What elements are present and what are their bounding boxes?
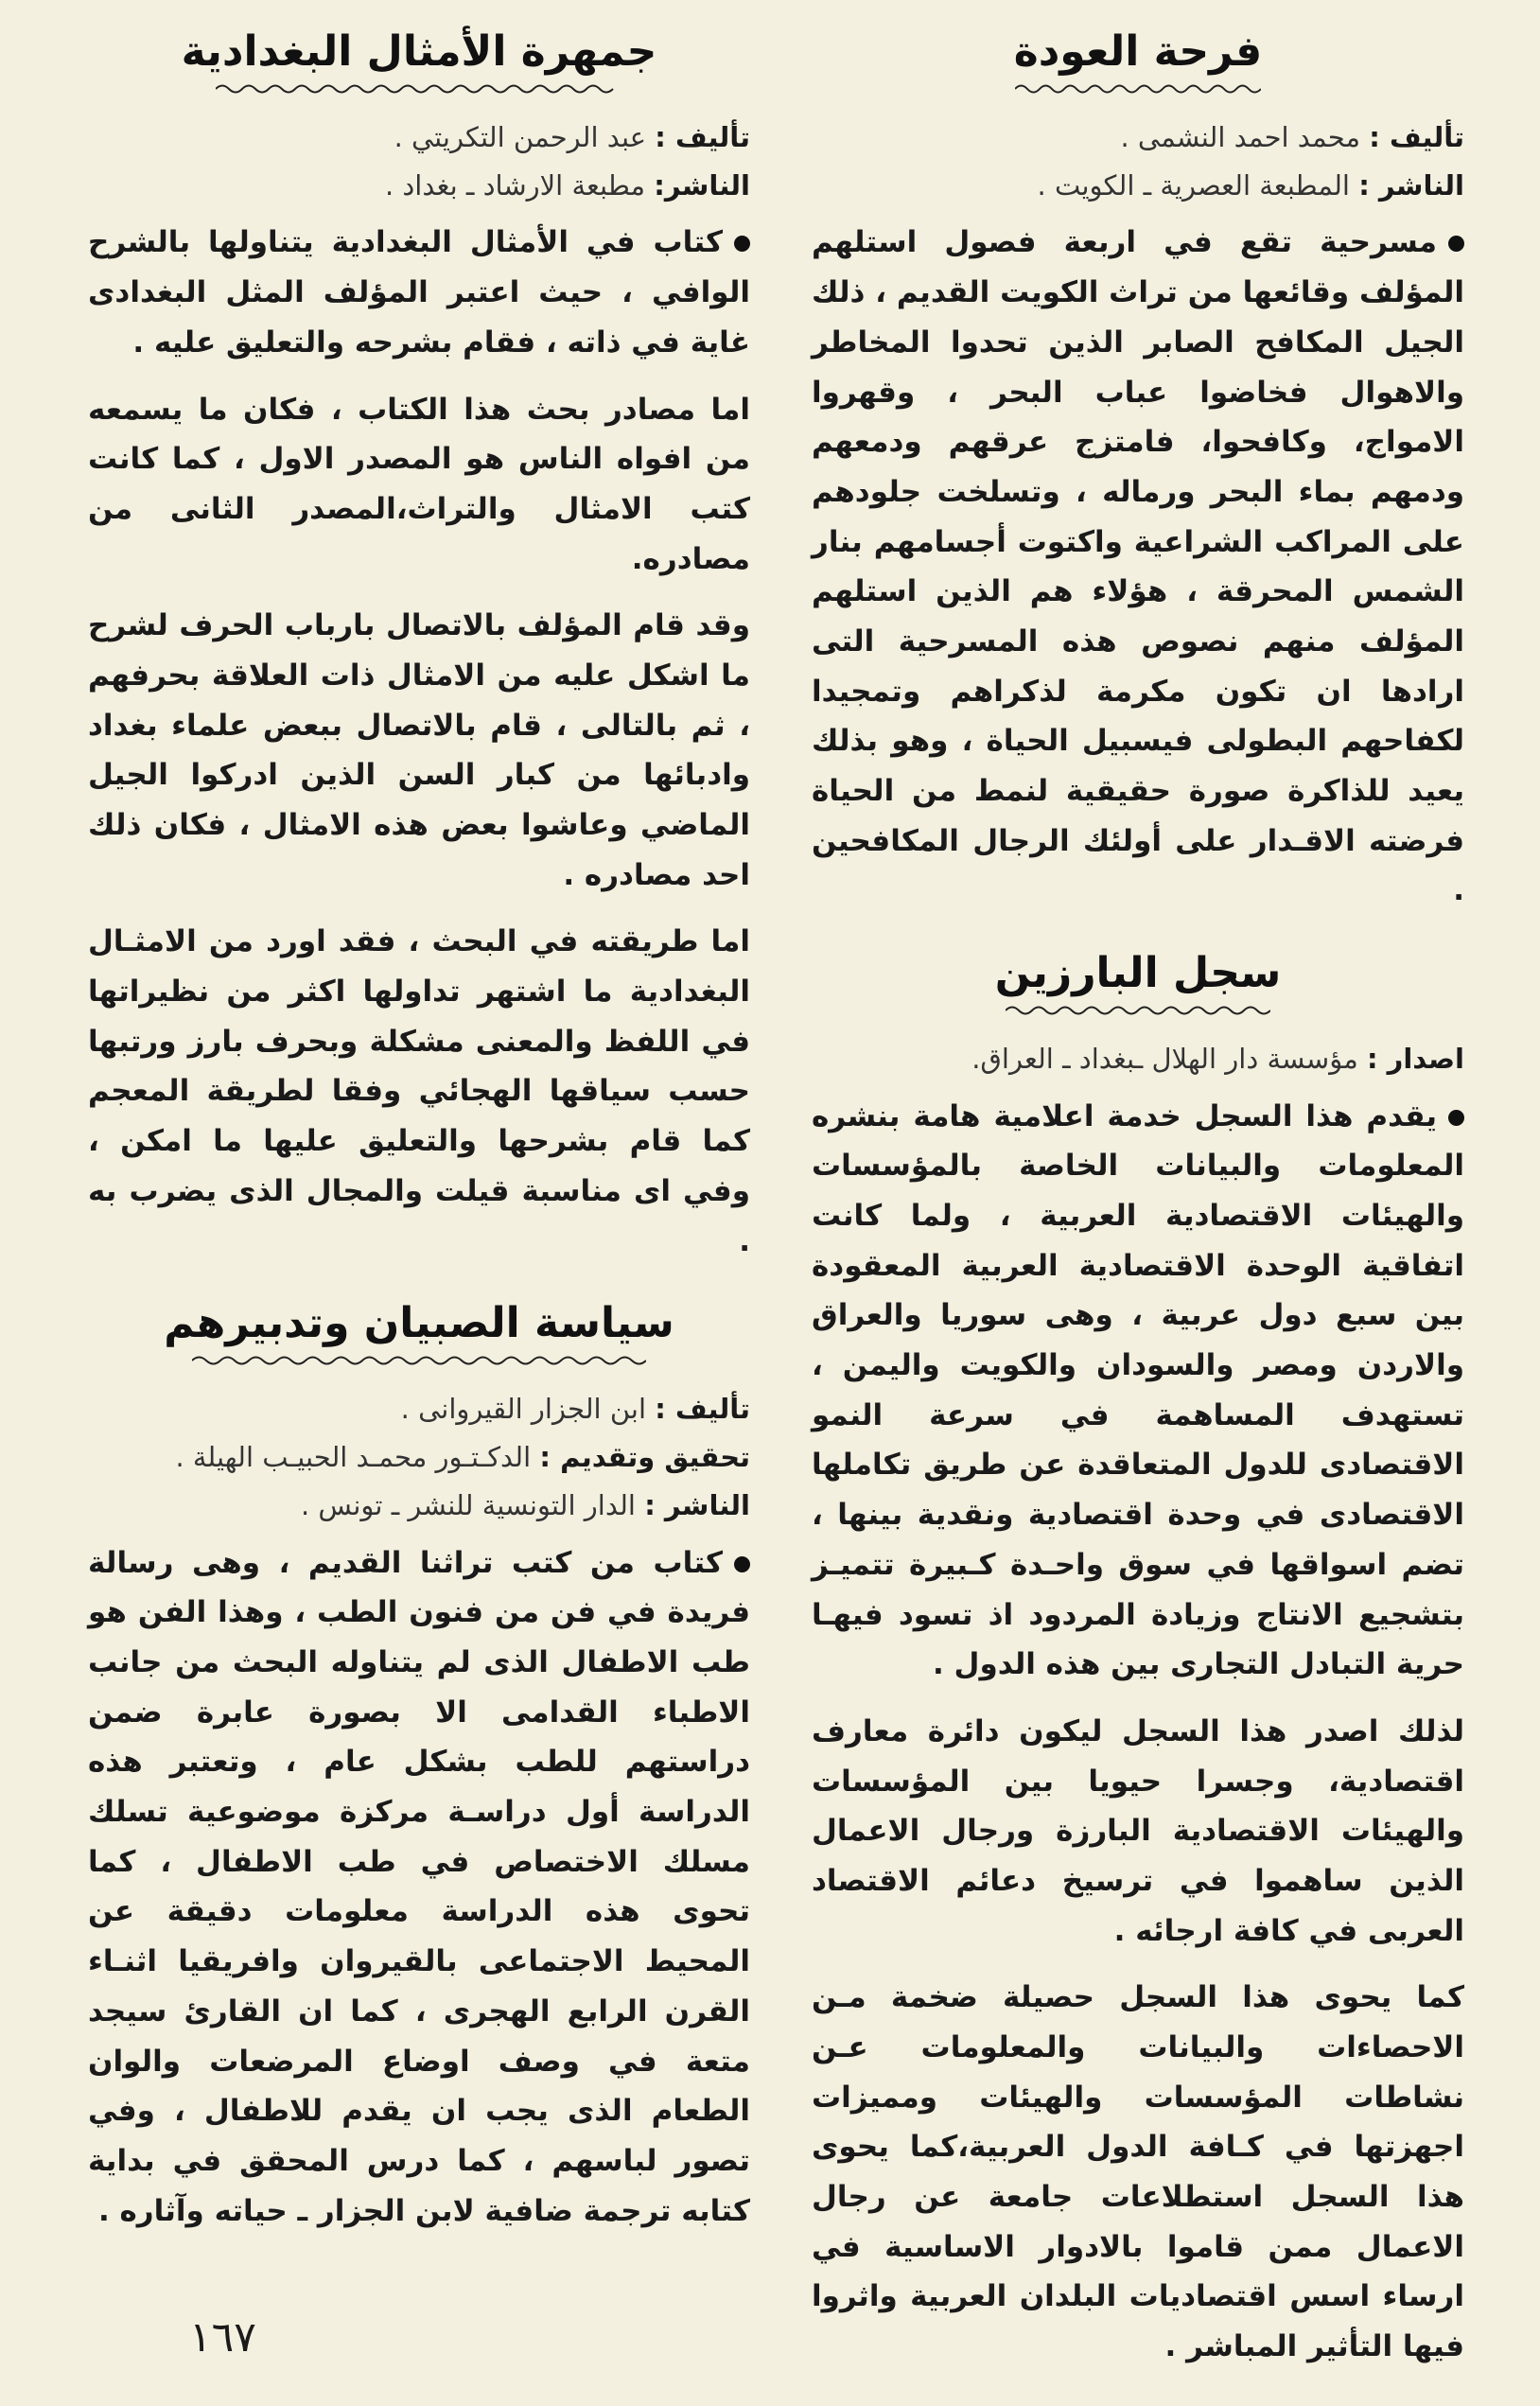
title-underline [192, 1354, 646, 1367]
author-name: محمد احمد النشمى . [1120, 120, 1361, 153]
author-line [88, 1388, 750, 1431]
author-line [812, 116, 1464, 159]
author-label: تأليف : [1369, 120, 1464, 153]
publisher-line [88, 1484, 750, 1527]
article-title: فرحة العودة [1013, 27, 1263, 76]
issuer-line [812, 1038, 1464, 1080]
bullet-icon [1448, 236, 1464, 252]
bullet-icon [734, 1556, 750, 1572]
editor-line [88, 1436, 750, 1479]
article-paragraph [88, 218, 750, 367]
publisher-line [88, 165, 750, 207]
article-paragraph: لذلك اصدر هذا السجل ليكون دائرة معارف اقتصادية، وجسرا حيويا بين المؤسسات والهيئات الاقتصادية البارزة ورجال الاعمال الذين ساهموا في ترسيخ دعائم الاقتصاد العربى في كافة ارجائه . [812, 1713, 1464, 1948]
article-paragraph [812, 1092, 1464, 1690]
issuer-name: مؤسسة دار الهلال ـبغداد ـ العراق. [971, 1042, 1358, 1075]
author-line [88, 116, 750, 159]
right-column [812, 28, 1464, 2406]
editor-name: الدكـتـور محمـد الحبيـب الهيلة . [175, 1440, 532, 1473]
author-label: تأليف : [655, 1392, 750, 1425]
article-paragraph: وقد قام المؤلف بالاتصال بارباب الحرف لشرح ما اشكل عليه من الامثال ذات العلاقة بحرفهم ، ثم بالتالى ، قام بالاتصال ببعض علماء بغداد وادبائها من كبار السن الذين ادركوا الجيل الماضي وعاشوا بعض هذه الامثال ، فكان ذلك احد مصادره . [88, 608, 750, 892]
author-name: عبد الرحمن التكريتي . [394, 120, 647, 153]
article-title: سجل البارزين [994, 949, 1282, 998]
publisher-name: المطبعة العصرية ـ الكويت . [1037, 168, 1350, 202]
page-number: ١٦٧ [189, 2313, 256, 2362]
article-paragraph: كما يحوى هذا السجل حصيلة ضخمة مـن الاحصاءات والبيانات والمعلومات عـن نشاطات المؤسسات والهيئات ومميزات اجهزتها في كـافة الدول العربية،كما يحوى هذا السجل استطلاعات جامعة عن رجال الاعمال ممن قاموا بالادوار الاساسية في ارساء اسس اقتصاديات البلدان العربية واثروا فيها التأثير المباشر . [812, 1980, 1464, 2364]
article-jamharat-al-amthal [88, 28, 750, 1266]
paragraph-text: يقدم هذا السجل خدمة اعلامية هامة بنشره المعلومات والبيانات الخاصة بالمؤسسات والهيئات الاقتصادية العربية ، ولما كانت اتفاقية الوحدة الاقتصادية العربية المعقودة بين سبع دول عربية ، وهى سوريا والعراق والاردن ومصر والسودان والكويت واليمن ، تستهدف المساهمة في سرعة النمو الاقتصادى للدول المتعاقدة عن طريق تكاملها الاقتصادى في وحدة اقتصادية ونقدية بينها ، تضم اسواقها في سوق واحـدة كـبيرة تتميـز بتشجيع الانتاج وزيادة المردود اذ تسود فيهـا حرية التبادل التجارى بين هذه الدول . [812, 1098, 1464, 1682]
bullet-icon [734, 236, 750, 252]
author-label: تأليف : [655, 120, 750, 153]
left-column [88, 28, 750, 2270]
article-paragraph [812, 218, 1464, 916]
article-siyasat-al-sibyan [88, 1300, 750, 2236]
publisher-label: الناشر: [654, 168, 750, 202]
article-paragraph: اما طريقته في البحث ، فقد اورد من الامثـال البغدادية ما اشتهر تداولها اكثر من نظيراتها في اللفظ والمعنى مشكلة وبحرف بارز ورتبها حسب سياقها الهجائي وفقا لطريقة المعجم كما قام بشرحها والتعليق عليها ما امكن ، وفي اى مناسبة قيلت والمجال الذى يضرب به . [88, 924, 750, 1258]
publisher-name: الدار التونسية للنشر ـ تونس . [300, 1488, 636, 1521]
publisher-label: الناشر : [1358, 168, 1464, 202]
bullet-icon [1448, 1110, 1464, 1126]
publisher-name: مطبعة الارشاد ـ بغداد . [384, 168, 646, 202]
article-sijil-al-barizin [812, 950, 1464, 2372]
title-underline [1006, 1004, 1270, 1017]
publisher-label: الناشر : [644, 1488, 750, 1521]
article-paragraph [88, 1538, 750, 2237]
paragraph-text: كتاب من كتب تراثنا القديم ، وهى رسالة فريدة في فن من فنون الطب ، وهذا الفن هو طب الاطفال الذى لم يتناوله البحث من جانب الاطباء القدامى الا بصورة عابرة ضمن دراستهم للطب بشكل عام ، وتعتبر هذه الدراسة أول دراسـة مركزة موضوعية تسلك مسلك الاختصاص في طب الاطفال ، كما تحوى هذه الدراسة معلومات دقيقة عن المحيط الاجتماعى بالقيروان وافريقيا اثنـاء القرن الرابع الهجرى ، كما ان القارئ سيجد متعة في وصف اوضاع المرضعات والوان الطعام الذى يجب ان يقدم للاطفال ، وفي تصور لباسهم ، كما درس المحقق في بداية كتابه ترجمة ضافية لابن الجزار ـ حياته وآثاره . [88, 1545, 750, 2228]
issuer-label: اصدار : [1366, 1042, 1464, 1075]
article-paragraph: اما مصادر بحث هذا الكتاب ، فكان ما يسمعه من افواه الناس هو المصدر الاول ، كما كانت كتب الامثال والتراث،المصدر الثانى من مصادره. [88, 392, 750, 576]
article-title: جمهرة الأمثال البغدادية [181, 27, 657, 76]
publisher-line [812, 165, 1464, 207]
editor-label: تحقيق وتقديم : [539, 1440, 750, 1473]
title-underline [1015, 82, 1261, 96]
author-name: ابن الجزار القيروانى . [400, 1392, 647, 1425]
article-farhat-al-awda [812, 28, 1464, 916]
paragraph-text: كتاب في الأمثال البغدادية يتناولها بالشرح الوافي ، حيث اعتبر المؤلف المثل البغدادى غاية في ذاته ، فقام بشرحه والتعليق عليه . [88, 225, 750, 360]
paragraph-text: مسرحية تقع في اربعة فصول استلهم المؤلف وقائعها من تراث الكويت القديم ، ذلك الجيل المكافح الصابر الذين تحدوا المخاطر والاهوال فخاضوا عباب البحر ، وقهروا الامواج، وكافحوا، فامتزج عرقهم ودمعهم ودمهم بماء البحر ورماله ، وتسلخت جلودهم على المراكب الشراعية واكتوت أجسامهم بنار الشمس المحرقة ، هؤلاء هم الذين استلهم المؤلف منهم نصوص هذه المسرحية التى ارادها ان تكون مكرمة لذكراهم وتمجيدا لكفاحهم البطولى فيسبيل الحياة ، وهو بذلك يعيد للذاكرة صورة حقيقية لنمط من الحياة فرضته الاقـدار على أولئك الرجال المكافحين . [812, 225, 1464, 908]
article-title: سياسة الصبيان وتدبيرهم [164, 1299, 674, 1348]
title-underline [216, 82, 622, 96]
